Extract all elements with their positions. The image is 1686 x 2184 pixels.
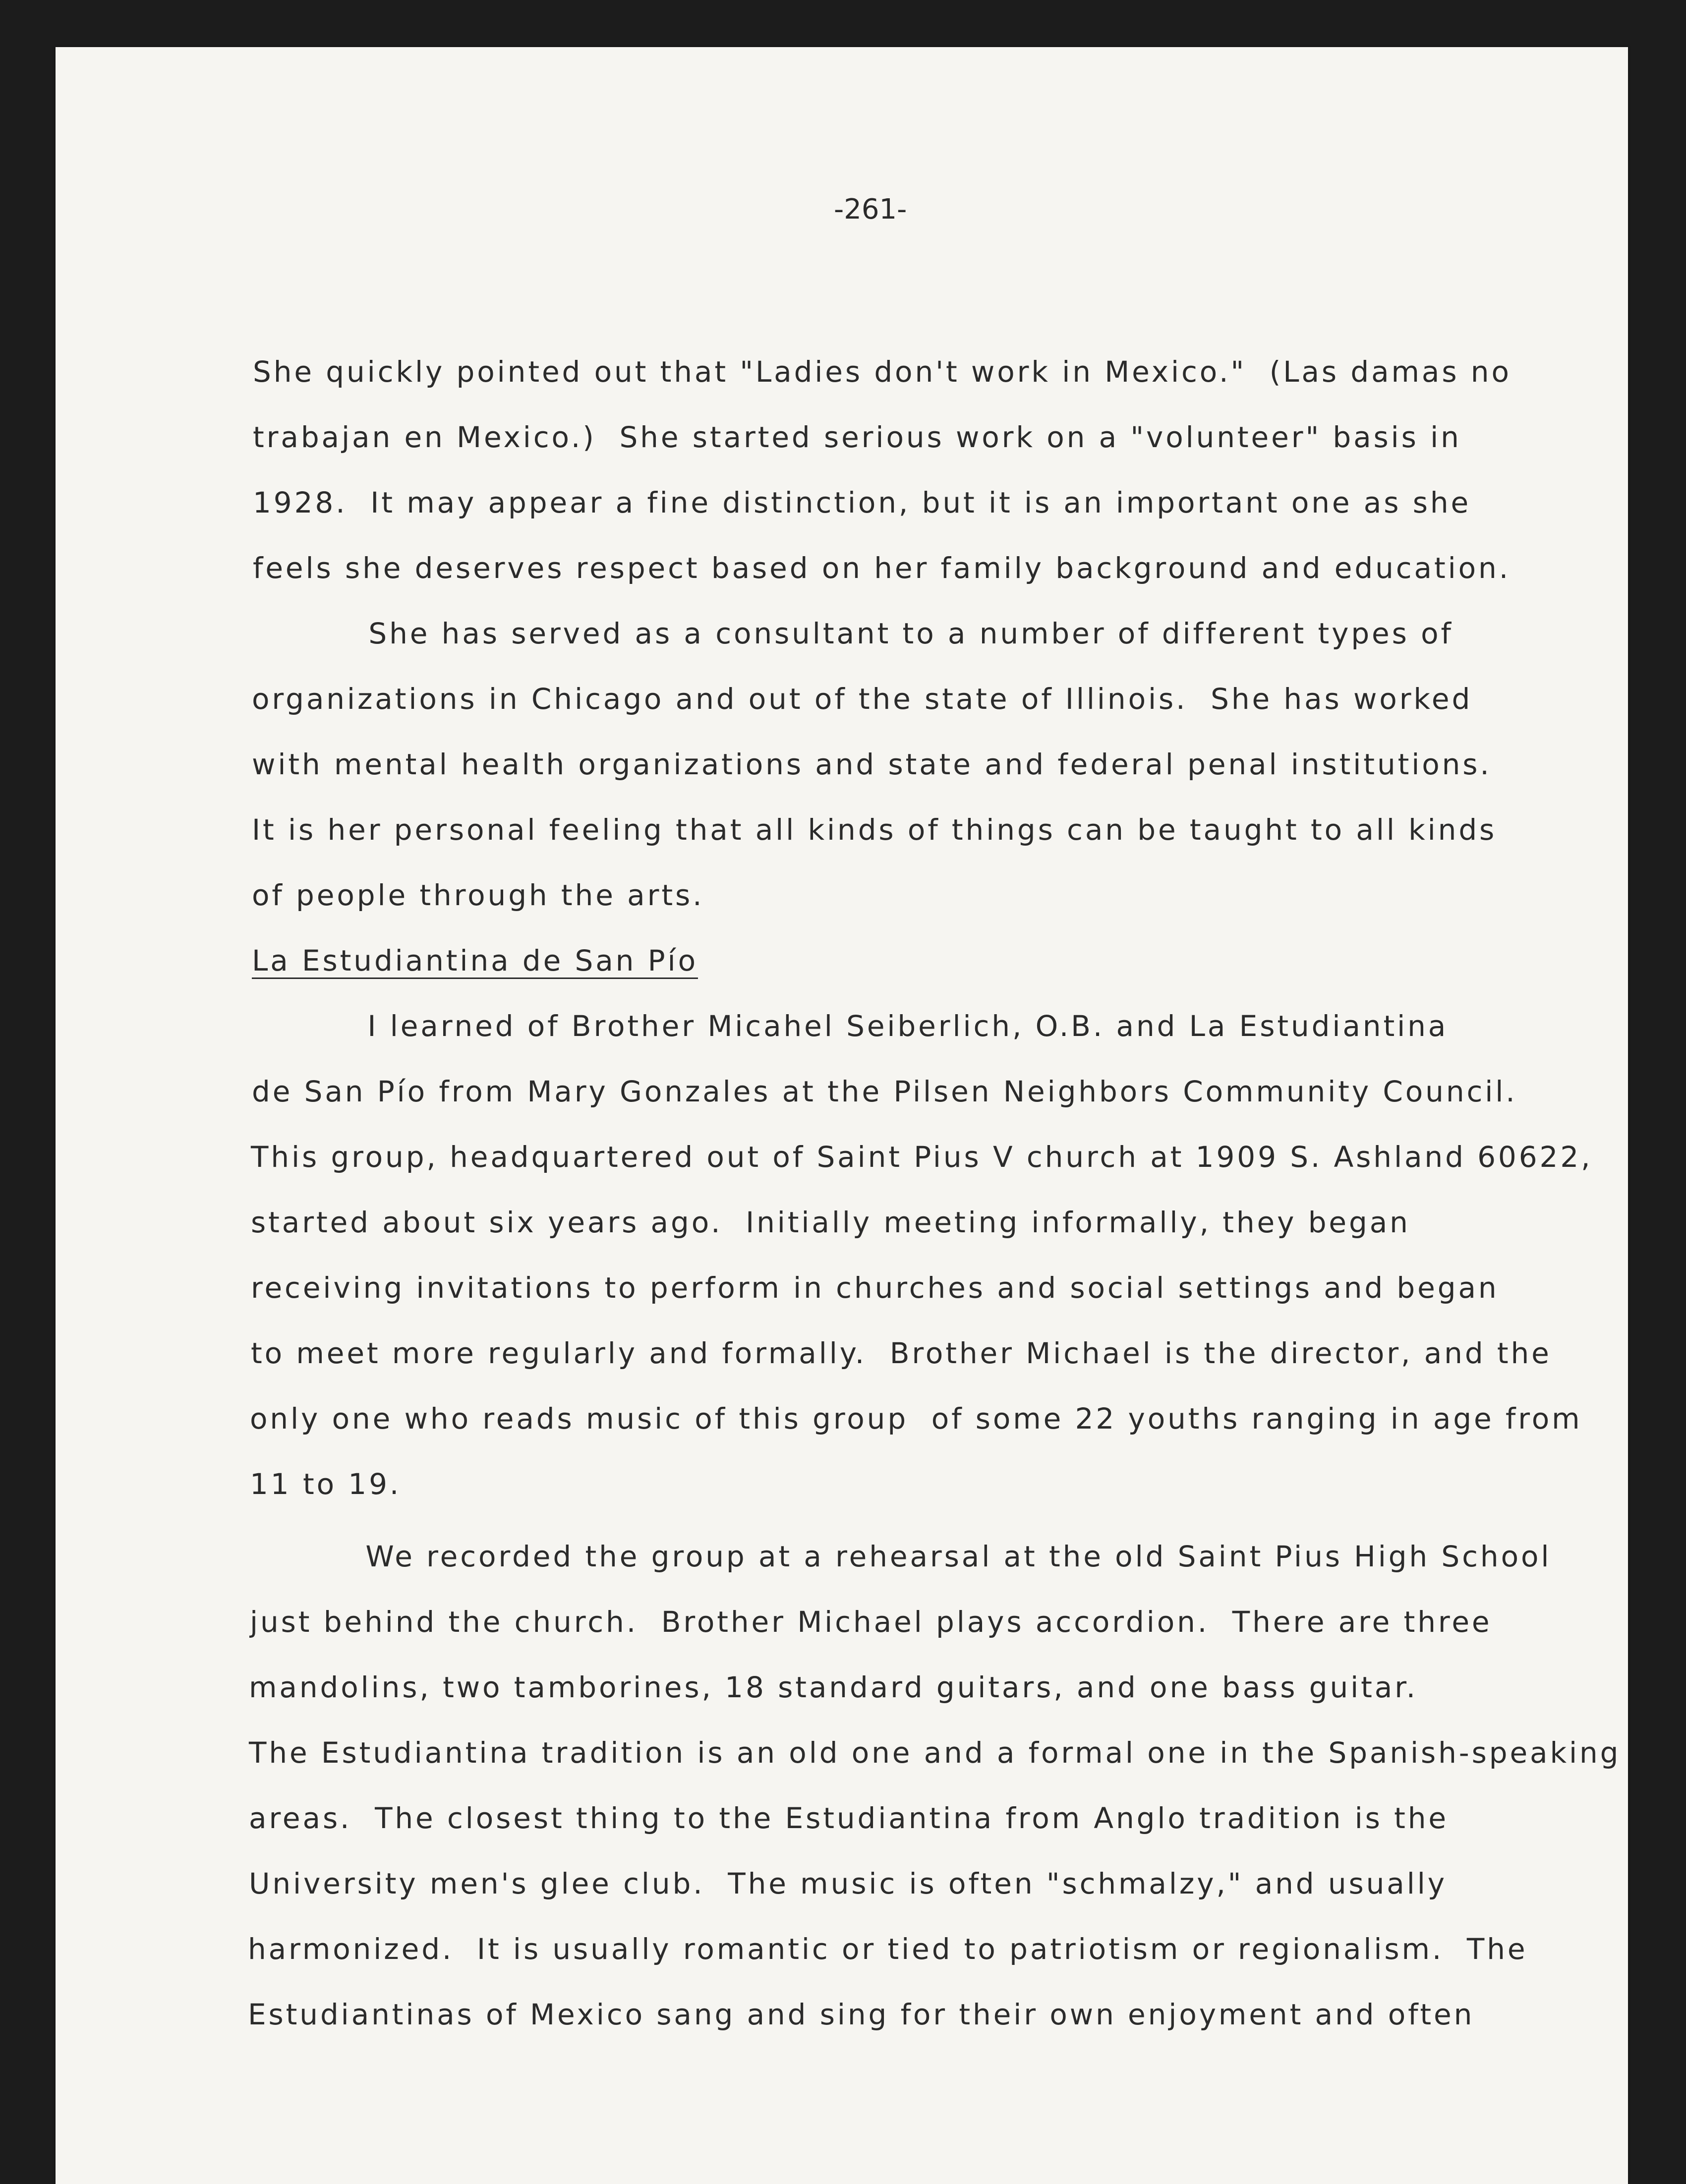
text-line-2: trabajan en Mexico.) She started serious work on a "volunteer" basis in [253,420,1461,454]
text-line-1: She quickly pointed out that "Ladies don't work in Mexico." (Las damas no [253,355,1512,389]
text-line-16: to meet more regularly and formally. Brother Michael is the director, and the [251,1336,1552,1370]
text-line-22: The Estudiantina tradition is an old one and a formal one in the Spanish-speaking [249,1736,1621,1770]
text-line-3: 1928. It may appear a fine distinction, but it is an important one as she [253,486,1471,519]
document-page [56,47,1628,2184]
text-line-15: receiving invitations to perform in churches and social settings and began [251,1271,1499,1305]
text-line-24: University men's glee club. The music is often "schmalzy," and usually [249,1867,1447,1900]
text-line-13: This group, headquartered out of Saint Pius V church at 1909 S. Ashland 60622, [251,1140,1593,1174]
text-line-23: areas. The closest thing to the Estudiantina from Anglo tradition is the [249,1801,1449,1835]
text-line-7: with mental health organizations and state and federal penal institutions. [252,747,1492,781]
section-heading: La Estudiantina de San Pío [252,944,698,977]
page-number: -261- [834,193,907,226]
text-line-5: She has served as a consultant to a number of different types of [253,617,1453,650]
text-line-12: de San Pío from Mary Gonzales at the Pilsen Neighbors Community Council. [252,1075,1517,1108]
text-line-4: feels she deserves respect based on her family background and education. [253,551,1511,585]
text-line-11: I learned of Brother Micahel Seiberlich, O.B. and La Estudiantina [252,1009,1449,1043]
text-line-19: We recorded the group at a rehearsal at the old Saint Pius High School [250,1540,1552,1573]
text-line-6: organizations in Chicago and out of the state of Illinois. She has worked [252,682,1473,716]
text-line-18: 11 to 19. [250,1467,402,1501]
text-line-26: Estudiantinas of Mexico sang and sing for their own enjoyment and often [248,1998,1475,2031]
text-line-17: only one who reads music of this group of some 22 youths ranging in age from [250,1402,1582,1436]
text-line-9: of people through the arts. [252,878,704,912]
text-line-14: started about six years ago. Initially meeting informally, they began [251,1206,1410,1239]
text-line-8: It is her personal feeling that all kinds of things can be taught to all kinds [252,813,1497,847]
text-line-25: harmonized. It is usually romantic or tied to patriotism or regionalism. The [248,1932,1528,1966]
text-line-21: mandolins, two tamborines, 18 standard guitars, and one bass guitar. [249,1670,1418,1704]
text-line-20: just behind the church. Brother Michael plays accordion. There are three [250,1605,1492,1639]
